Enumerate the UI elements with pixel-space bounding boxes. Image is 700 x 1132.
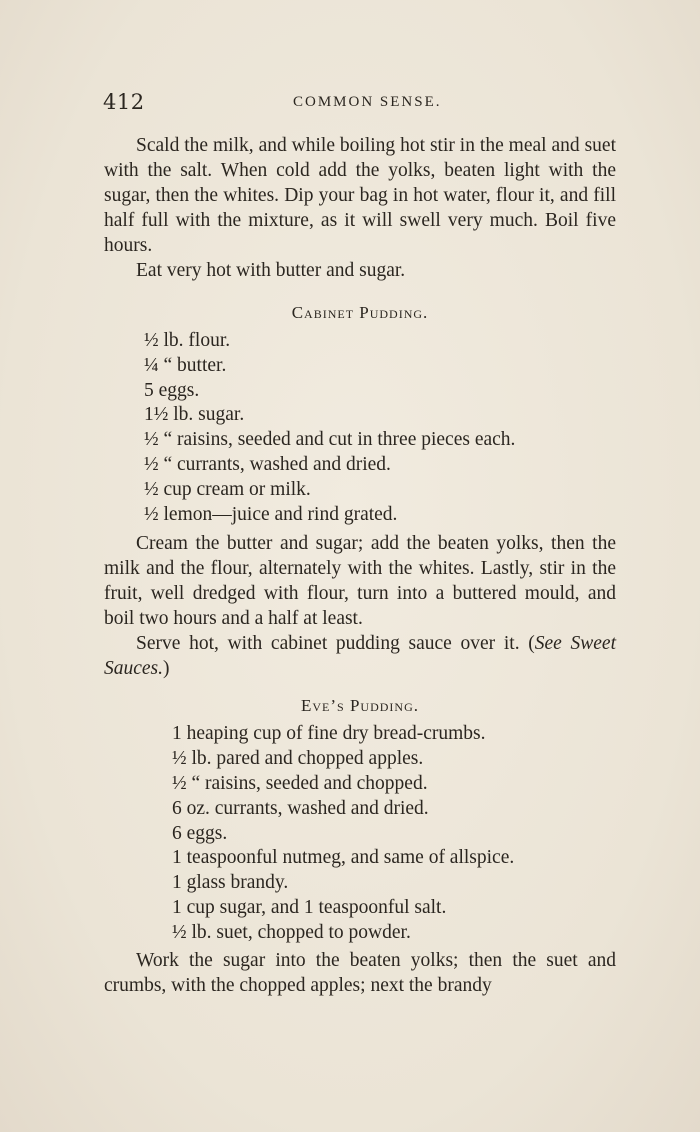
ingredient-item: ¼ “ butter.	[144, 354, 227, 376]
page-number: 412	[103, 90, 145, 114]
recipe-title-eves-pudding: Eve’s Pudding.	[301, 696, 419, 716]
serving-note: Eat very hot with butter and sugar.	[136, 260, 406, 281]
ingredient-item: ½ “ raisins, seeded and chopped.	[172, 772, 428, 794]
ingredient-item: ½ lb. suet, chopped to powder.	[172, 921, 411, 943]
intro-paragraph: Scald the milk, and while boiling hot stir in the meal and suet with the salt. When cold add the yolks, beaten light with the sugar, then the whites. Dip your bag in hot water, flour it, and fill half full with the mixture, as it will swell very much. Boil five hours.	[104, 135, 616, 256]
ingredient-item: ½ “ currants, washed and dried.	[144, 453, 391, 475]
ingredient-item: ½ lemon—juice and rind grated.	[144, 503, 398, 525]
directions-eves: Work the sugar into the beaten yolks; then the suet and crumbs, with the chopped apples; next the brandy	[104, 949, 616, 996]
ingredient-item: ½ lb. pared and chopped apples.	[172, 748, 424, 770]
ingredient-item: 6 oz. currants, washed and dried.	[172, 797, 429, 819]
directions-cabinet: Cream the butter and sugar; add the beaten yolks, then the milk and the flour, alternately with the whites. Lastly, stir in the fruit, well dredged with flour, turn into a buttered mould, and boil two hours and a half at least.	[104, 533, 616, 630]
ingredient-item: 5 eggs.	[144, 379, 200, 401]
ingredient-item: ½ “ raisins, seeded and cut in three pieces each.	[144, 429, 516, 451]
ingredient-item: 1½ lb. sugar.	[144, 404, 245, 426]
ingredient-list-eves	[104, 722, 616, 945]
ingredient-item: ½ cup cream or milk.	[144, 478, 311, 500]
recipe-title-cabinet-pudding: Cabinet Pudding.	[291, 303, 429, 322]
ingredient-item: 1 teaspoonful nutmeg, and same of allspice.	[172, 847, 515, 869]
serving-instructions-cabinet	[104, 631, 616, 681]
ingredient-item: 1 heaping cup of fine dry bread-crumbs.	[172, 723, 486, 745]
ingredient-item: ½ lb. flour.	[144, 330, 231, 351]
ingredient-item: 1 glass brandy.	[172, 872, 289, 894]
sauce-reference: See Sweet Sauces.	[104, 633, 617, 680]
running-title: COMMON SENSE.	[293, 94, 442, 110]
serve-text: Serve hot, with cabinet pudding sauce over it. (	[136, 633, 535, 655]
serve-close: )	[163, 658, 170, 680]
ingredient-list-cabinet	[104, 329, 616, 527]
ingredient-item: 6 eggs.	[172, 822, 228, 844]
page-body	[104, 133, 616, 998]
page-header	[103, 88, 623, 118]
ingredient-item: 1 cup sugar, and 1 teaspoonful salt.	[172, 896, 447, 918]
